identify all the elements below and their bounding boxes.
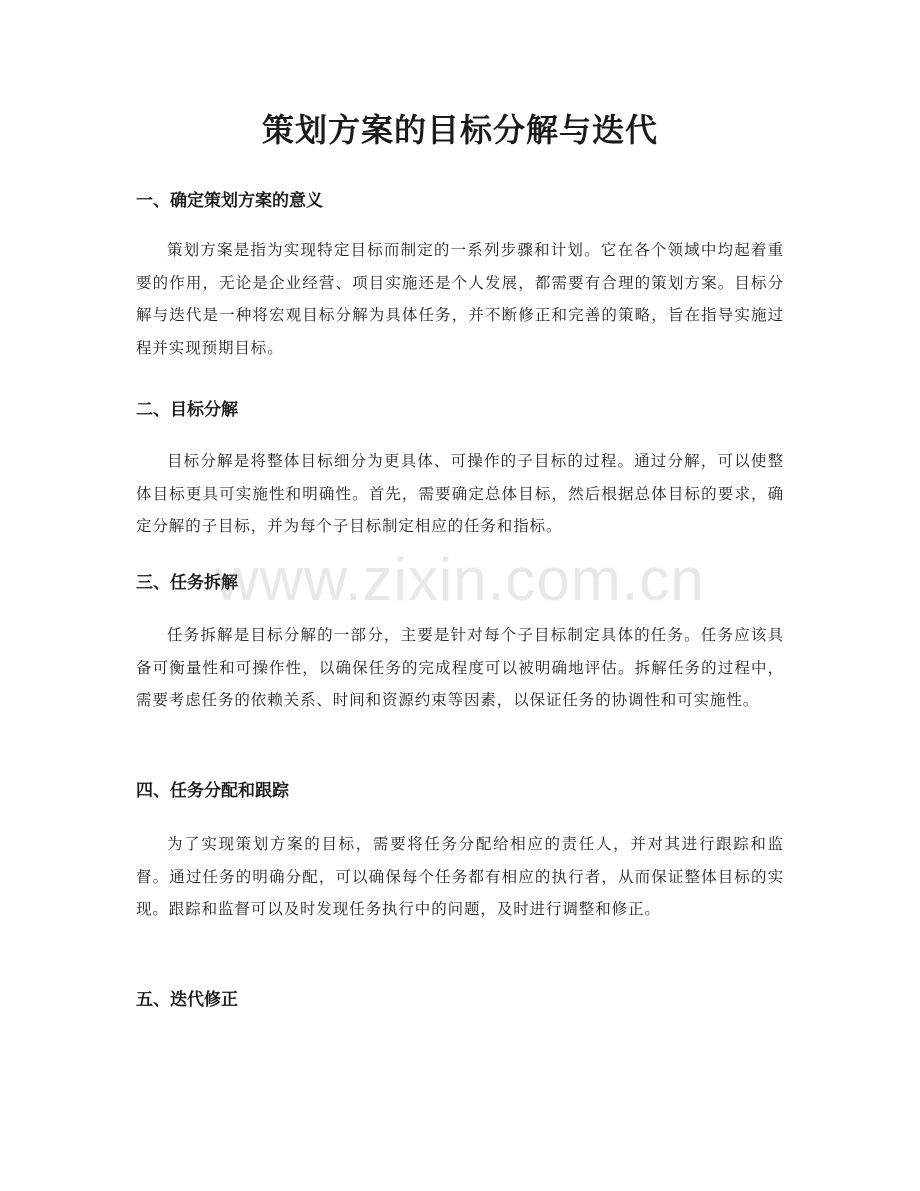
section-heading-1: 一、确定策划方案的意义 <box>136 191 323 211</box>
section-heading-2: 二、目标分解 <box>136 400 238 420</box>
section-heading-3: 三、任务拆解 <box>136 573 238 593</box>
section-paragraph-2: 目标分解是将整体目标细分为更具体、可操作的子目标的过程。通过分解，可以使整体目标更具可实施性和明确性。首先，需要确定总体目标，然后根据总体目标的要求，确定分解的子目标，并为每个子目标制定相应的任务和指标。 <box>136 452 784 535</box>
section-heading-4: 四、任务分配和跟踪 <box>136 781 289 801</box>
section-paragraph-4: 为了实现策划方案的目标，需要将任务分配给相应的责任人，并对其进行跟踪和监督。通过任务的明确分配，可以确保每个任务都有相应的执行者，从而保证整体目标的实现。跟踪和监督可以及时发现任务执行中的问题，及时进行调整和修正。 <box>136 835 784 918</box>
section-paragraph-1: 策划方案是指为实现特定目标而制定的一系列步骤和计划。它在各个领域中均起着重要的作用，无论是企业经营、项目实施还是个人发展，都需要有合理的策划方案。目标分解与迭代是一种将宏观目标分解为具体任务，并不断修正和完善的策略，旨在指导实施过程并实现预期目标。 <box>136 241 784 357</box>
watermark: www.zixin.com.cn <box>215 546 705 613</box>
section-paragraph-3: 任务拆解是目标分解的一部分，主要是针对每个子目标制定具体的任务。任务应该具备可衡量性和可操作性，以确保任务的完成程度可以被明确地评估。拆解任务的过程中，需要考虑任务的依赖关系、时间和资源约束等因素，以保证任务的协调性和可实施性。 <box>136 626 784 709</box>
section-heading-5: 五、迭代修正 <box>136 990 238 1010</box>
document-title: 策划方案的目标分解与迭代 <box>261 111 658 149</box>
